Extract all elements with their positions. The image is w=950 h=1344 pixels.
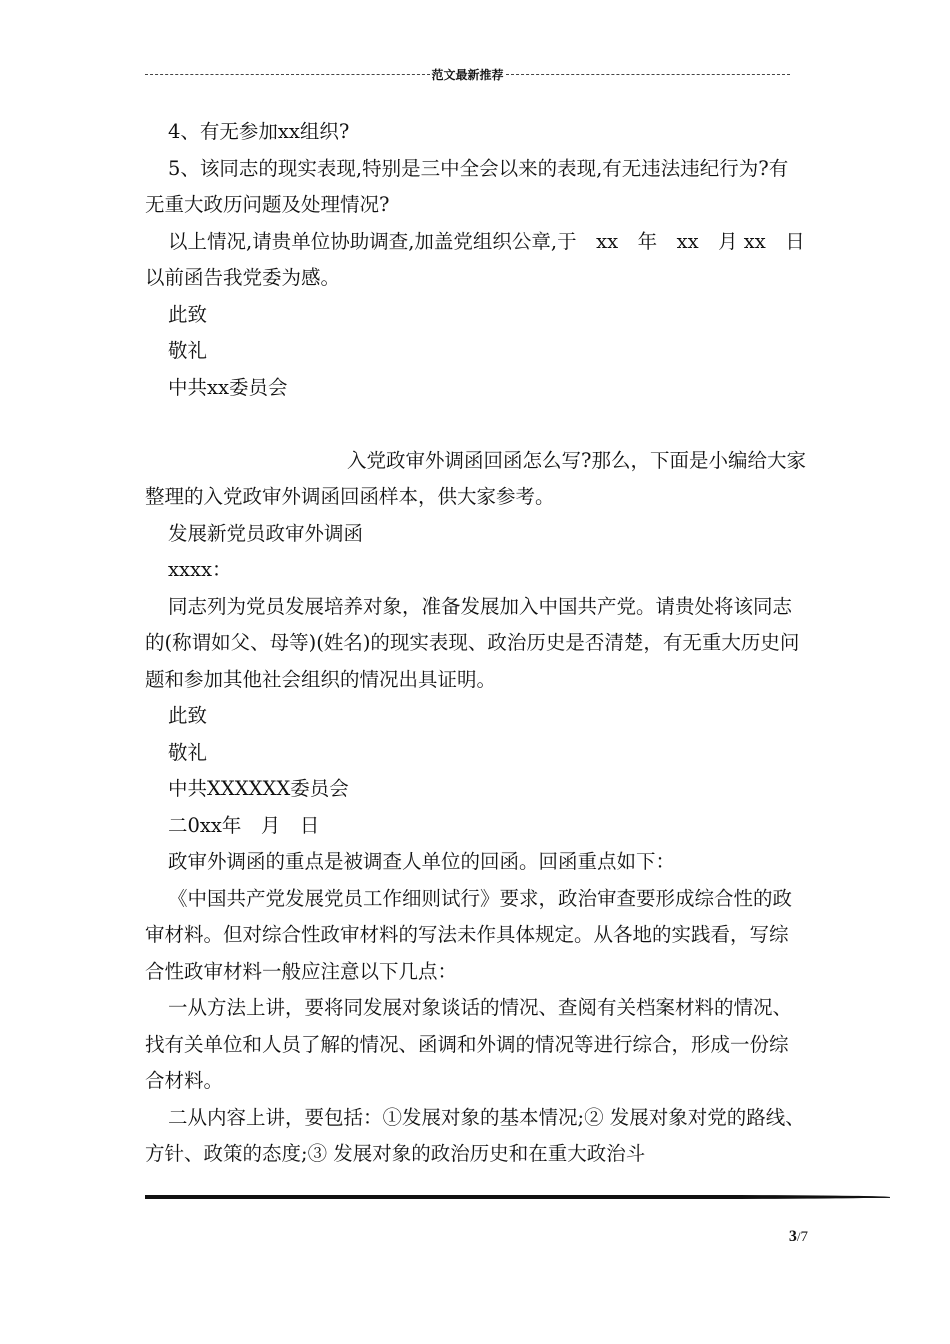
page-separator: / — [796, 1229, 801, 1244]
paragraph: 政审外调函的重点是被调查人单位的回函。回函重点如下： — [168, 850, 676, 873]
page-total: 7 — [800, 1229, 808, 1245]
paragraph: 中共XXXXXX委员会 — [168, 777, 349, 800]
paragraph: 一从方法上讲，要将同发展对象谈话的情况、查阅有关档案材料的情况、找有关单位和人员了解的情况、函调和外调的情况等进行综合，形成一份综合材料。 — [145, 996, 793, 1092]
paragraph: 同志列为党员发展培养对象，准备发展加入中国共产党。请贵处将该同志的(称谓如父、母等)(姓名)的现实表现、政治历史是否清楚，有无重大历史问题和参加其他社会组织的情况出具证明。 — [145, 594, 800, 691]
paragraph: 敬礼 — [168, 339, 208, 362]
paragraph: 二0xx年 月 日 — [168, 813, 320, 837]
paragraph: 4、有无参加xx组织? — [168, 120, 350, 143]
paragraph: 二从内容上讲，要包括：①发展对象的基本情况;② 发展对象对党的路线、方针、政策的态度;③ 发展对象的政治历史和在重大政治斗 — [145, 1105, 805, 1165]
paragraph: 入党政审外调函回函怎么写?那么，下面是小编给大家整理的入党政审外调函回函样本，供大家参考。 — [145, 448, 806, 508]
paragraph: 此致 — [168, 704, 208, 727]
header-title: 范文最新推荐 — [431, 67, 504, 82]
page-header — [145, 64, 790, 84]
paragraph: 发展新党员政审外调函 — [168, 521, 364, 545]
document-body — [145, 114, 807, 1173]
paragraph: 5、该同志的现实表现,特别是三中全会以来的表现,有无违法违纪行为?有无重大政历问题及处理情况? — [145, 156, 789, 216]
blank-line — [145, 406, 807, 443]
footer-rule-thick — [145, 1195, 890, 1199]
paragraph: xxxx： — [168, 558, 232, 581]
paragraph: 以上情况,请贵单位协助调查,加盖党组织公章,于 xx 年 xx 月 xx 日以前函告我党委为感。 — [145, 229, 805, 289]
paragraph: 敬礼 — [168, 740, 208, 764]
page-number — [740, 1228, 808, 1246]
header-dash-left — [145, 74, 430, 75]
paragraph: 此致 — [168, 302, 208, 326]
header-dash-right — [506, 74, 791, 75]
paragraph: 中共xx委员会 — [168, 375, 288, 399]
paragraph: 《中国共产党发展党员工作细则试行》要求，政治审查要形成综合性的政审材料。但对综合性政审材料的写法未作具体规定。从各地的实践看，写综合性政审材料一般应注意以下几点： — [145, 886, 793, 983]
page-current: 3 — [788, 1228, 797, 1245]
